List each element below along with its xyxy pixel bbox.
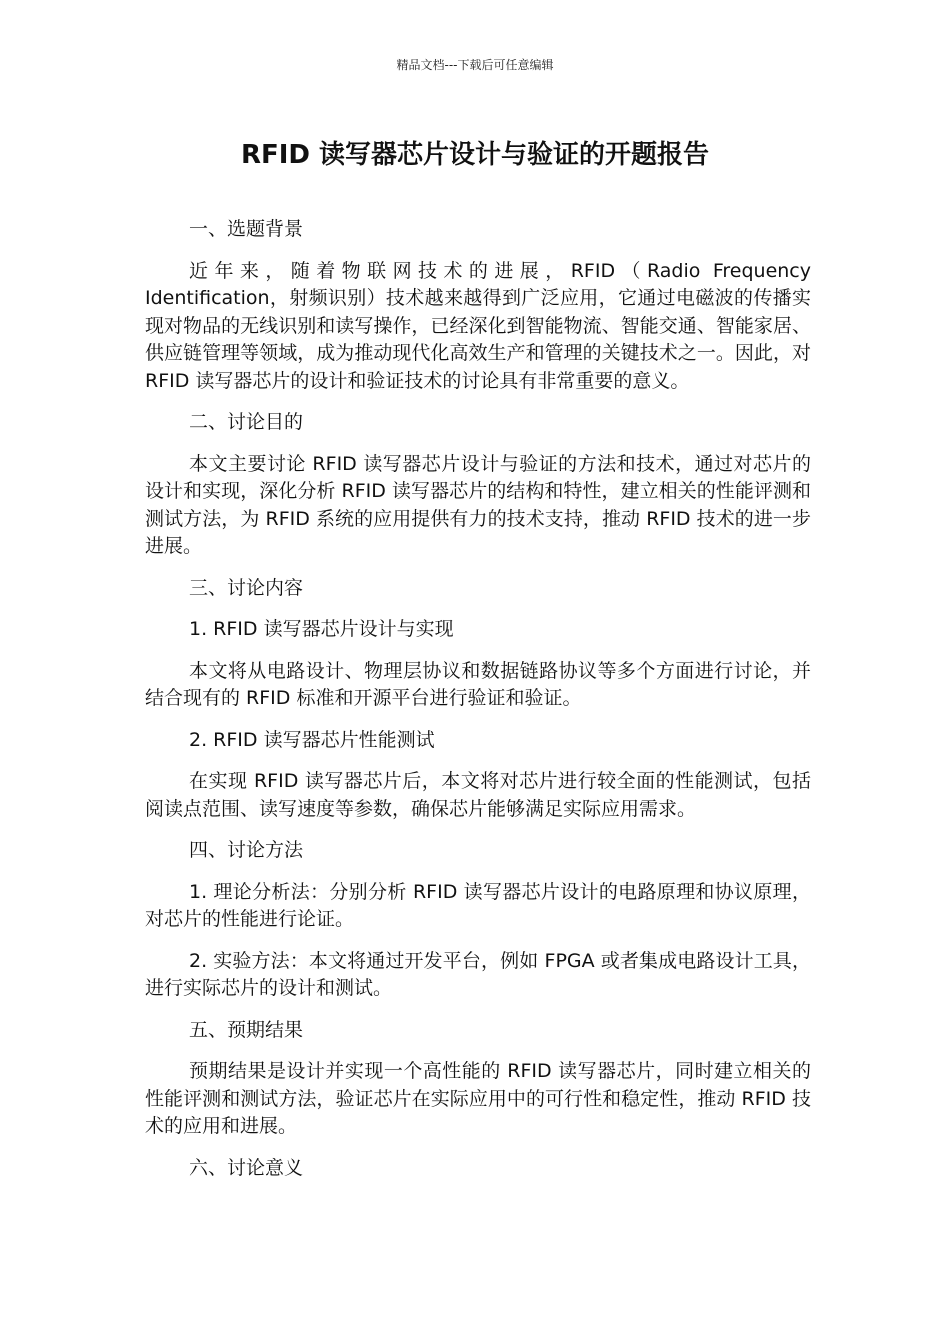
section-heading-significance: 六、讨论意义 — [189, 1156, 304, 1179]
document-title: RFID 读写器芯片设计与验证的开题报告 — [240, 140, 710, 170]
paragraph-purpose: 本文主要讨论 RFID 读写器芯片设计与验证的方法和技术，通过对芯片的设计和实现，深化分析 RFID 读写器芯片的结构和特性，建立相关的性能评测和测试方法，为 RFID 系统的应用提供有力的技术支持，推动 RFID 技术的进一步进展。 — [145, 452, 811, 557]
section-heading-background: 一、选题背景 — [189, 218, 304, 240]
document-body — [145, 216, 811, 1196]
paragraph-method-theory: 1. 理论分析法：分别分析 RFID 读写器芯片设计的电路原理和协议原理，对芯片的性能进行论证。 — [145, 880, 811, 930]
section-heading-methods: 四、讨论方法 — [189, 839, 304, 861]
paragraph-background: 近年来，随着物联网技术的进展，RFID（Radio Frequency Identification，射频识别）技术越来越得到广泛应用，它通过电磁波的传播实现对物品的无线识别和读写操作，已经深化到智能物流、智能交通、智能家居、供应链管理等领域，成为推动现代化高效生产和管理的关键技术之一。因此，对 RFID 读写器芯片的设计和验证技术的讨论具有非常重要的意义。 — [145, 259, 811, 392]
paragraph-expected-results: 预期结果是设计并实现一个高性能的 RFID 读写器芯片，同时建立相关的性能评测和测试方法，验证芯片在实际应用中的可行性和稳定性，推动 RFID 技术的应用和进展。 — [145, 1060, 811, 1137]
paragraph-testing: 在实现 RFID 读写器芯片后，本文将对芯片进行较全面的性能测试，包括阅读点范围、读写速度等参数，确保芯片能够满足实际应用需求。 — [145, 770, 811, 820]
section-heading-content: 三、讨论内容 — [189, 576, 304, 599]
header-note: 精品文档---下载后可任意编辑 — [396, 58, 554, 72]
section-heading-purpose: 二、讨论目的 — [189, 411, 304, 433]
section-heading-expected-results: 五、预期结果 — [189, 1018, 304, 1041]
paragraph-design: 本文将从电路设计、物理层协议和数据链路协议等多个方面进行讨论，并结合现有的 RFID 标准和开源平台进行验证和验证。 — [145, 659, 811, 709]
subheading-design: 1. RFID 读写器芯片设计与实现 — [189, 618, 454, 640]
subheading-testing: 2. RFID 读写器芯片性能测试 — [189, 728, 435, 751]
paragraph-method-experiment: 2. 实验方法：本文将通过开发平台，例如 FPGA 或者集成电路设计工具，进行实际芯片的设计和测试。 — [145, 949, 811, 999]
